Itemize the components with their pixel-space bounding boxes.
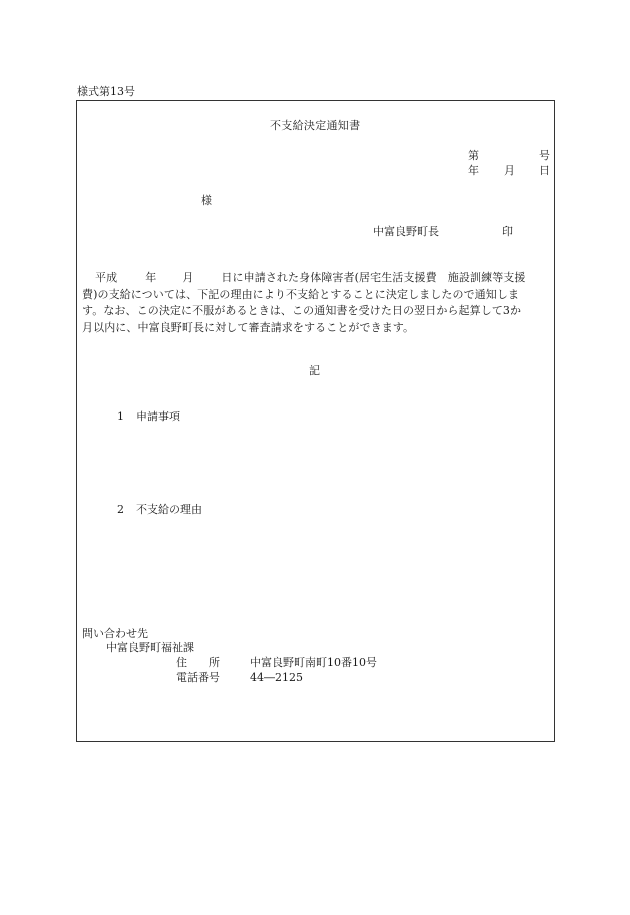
issuer-name: 中富良野町長 bbox=[373, 225, 439, 238]
document-number-suffix: 号 bbox=[539, 149, 550, 162]
body-month-label: 月 bbox=[182, 271, 194, 284]
body-line-1-text: 日に申請された身体障害者(居宅生活支援費 施設訓練等支援 bbox=[221, 271, 526, 284]
contact-heading: 問い合わせ先 bbox=[82, 627, 148, 640]
document-number-prefix: 第 bbox=[468, 149, 479, 162]
item-number: 1 bbox=[117, 410, 124, 423]
addressee-suffix: 様 bbox=[201, 194, 212, 207]
notice-body-line-2: 費)の支給については、下記の理由により不支給とすることに決定しましたので通知しま bbox=[82, 287, 520, 301]
contact-tel-value: 44―2125 bbox=[250, 671, 303, 684]
notice-body-line-4: 月以内に、中富良野町長に対して審査請求をすることができます。 bbox=[82, 320, 415, 334]
item-application-matter bbox=[117, 410, 180, 424]
body-era: 平成 bbox=[95, 271, 118, 284]
item-label: 不支給の理由 bbox=[136, 503, 202, 516]
contact-tel-label: 電話番号 bbox=[176, 671, 220, 684]
contact-address-value: 中富良野町南町10番10号 bbox=[250, 656, 377, 669]
contact-address-label: 住 所 bbox=[176, 656, 220, 669]
item-number: 2 bbox=[117, 503, 124, 516]
seal-mark: 印 bbox=[502, 225, 513, 238]
date-month-label: 月 bbox=[504, 164, 515, 177]
form-number: 様式第13号 bbox=[77, 85, 135, 98]
document-title: 不支給決定通知書 bbox=[270, 119, 361, 132]
item-rejection-reason bbox=[117, 503, 202, 517]
date-year-label: 年 bbox=[468, 164, 479, 177]
notice-body-line-3: す。なお、この決定に不服があるときは、この通知書を受けた日の翌日から起算して3か bbox=[82, 304, 522, 317]
date-day-label: 日 bbox=[539, 164, 550, 177]
body-year-label: 年 bbox=[145, 271, 157, 284]
notice-body bbox=[82, 270, 552, 336]
notice-body-line-1 bbox=[82, 270, 552, 287]
contact-department: 中富良野町福祉課 bbox=[106, 641, 194, 654]
item-label: 申請事項 bbox=[136, 410, 180, 423]
ki-heading: 記 bbox=[309, 364, 320, 377]
